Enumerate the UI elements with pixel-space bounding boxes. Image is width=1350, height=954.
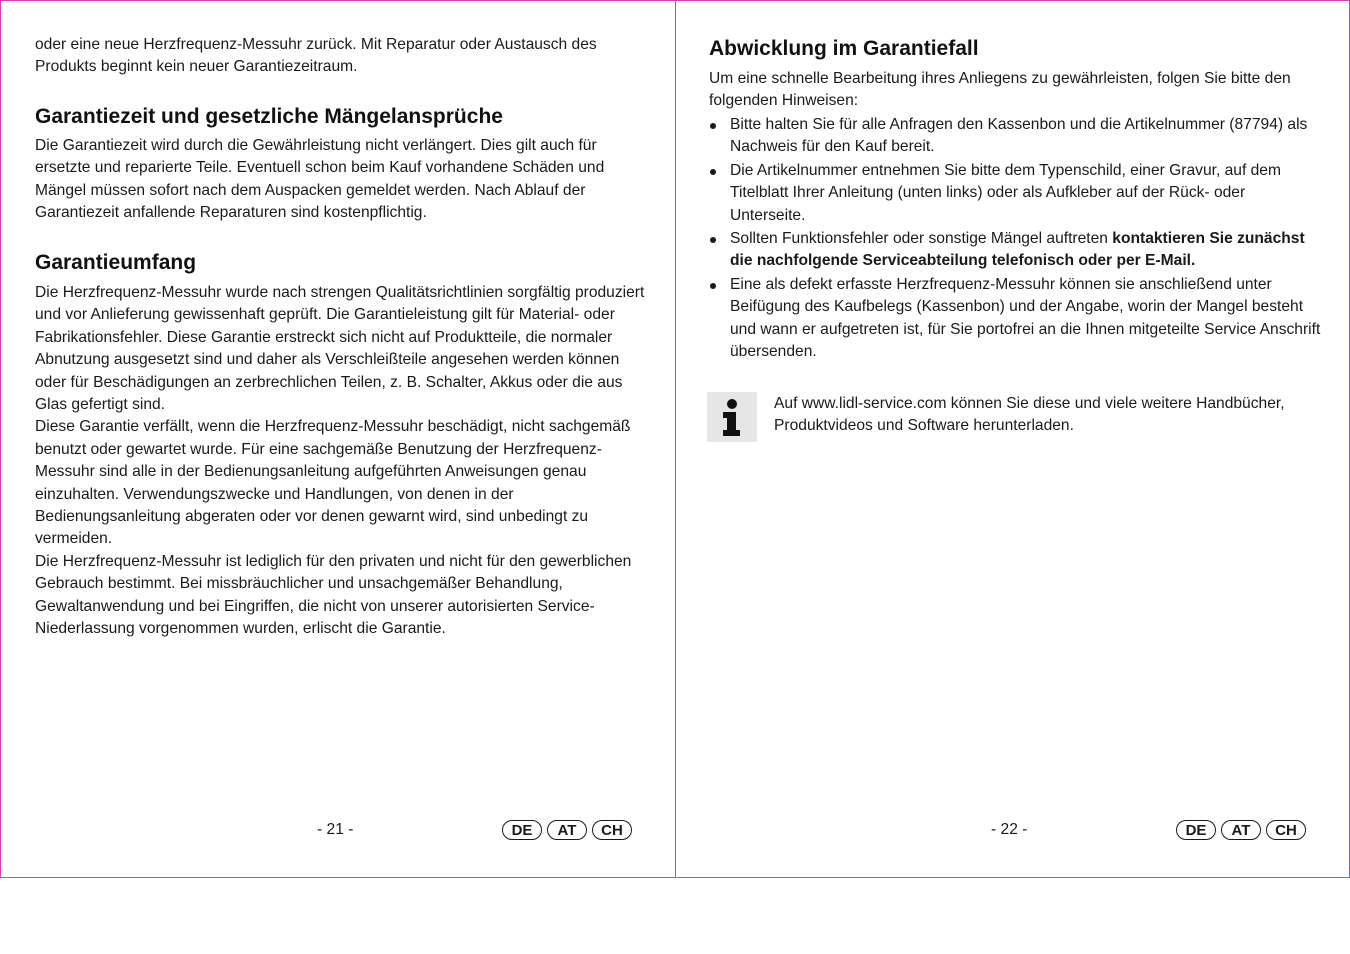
intro-paragraph: oder eine neue Herzfrequenz-Messuhr zurück. Mit Reparatur oder Austausch des Produkts beginnt kein neuer Garantiezeitraum. [35, 36, 597, 76]
country-badge-at: AT [1221, 820, 1261, 840]
bullet-icon [710, 169, 716, 175]
garantiezeit-paragraph: Die Garantiezeit wird durch die Gewährleistung nicht verlängert. Dies gilt auch für ersetzte und reparierte Teile. Eventuell schon beim Kauf vorhandene Schäden und Mängel müssen sofort nach dem Auspacken gemeldet werden. Nach Ablauf der Garantiezeit anfallende Reparaturen sind kostenpflichtig. [35, 137, 605, 222]
abwicklung-paragraph: Um eine schnelle Bearbeitung ihres Anliegens zu gewährleisten, folgen Sie bitte den folgenden Hinweisen: [709, 70, 1291, 110]
page-number: - 22 - [991, 821, 1028, 838]
garantiezeit-heading: Garantiezeit und gesetzliche Mängelansprüche [35, 105, 503, 128]
list-item-text: Bitte halten Sie für alle Anfragen den Kassenbon und die Artikelnummer (87794) als Nachweis für den Kauf bereit. [730, 116, 1308, 156]
hints-list [709, 114, 1323, 364]
garantieumfang-heading: Garantieumfang [35, 251, 197, 274]
country-badges [502, 820, 632, 840]
list-item-text: Sollten Funktionsfehler oder sonstige Mängel auftreten [730, 230, 1113, 248]
info-icon [707, 392, 757, 442]
country-badges [1176, 820, 1306, 840]
page-number: - 21 - [317, 821, 354, 838]
abwicklung-heading: Abwicklung im Garantiefall [709, 37, 979, 60]
left-page [35, 1, 645, 877]
country-badge-ch: CH [1266, 820, 1306, 840]
list-item [709, 160, 1323, 227]
page-divider [675, 1, 676, 877]
garantieumfang-body [35, 282, 645, 641]
list-item [709, 274, 1323, 364]
country-badge-at: AT [547, 820, 587, 840]
bullet-icon [710, 283, 716, 289]
bullet-icon [710, 237, 716, 243]
list-item-emphasis: kontaktieren Sie zunächst die nachfolgende Serviceabteilung telefonisch oder per E-Mail. [730, 230, 1305, 270]
info-text: Auf www.lidl-service.com können Sie diese und viele weitere Handbücher, Produktvideos und Software herunterladen. [774, 395, 1285, 435]
garantieumfang-paragraph: Diese Garantie verfällt, wenn die Herzfrequenz-Messuhr beschädigt, nicht sachgemäß benutzt oder gewartet wurde. Für eine sachgemäße Benutzung der Herzfrequenz-Messuhr sind alle in der Bedienungsanleitung aufgeführten Anweisungen genau einzuhalten. Verwendungszwecke und Handlungen, von denen in der Bedienungsanleitung abgeraten oder vor denen gewarnt wird, sind unbedingt zu vermeiden. [35, 418, 631, 548]
country-badge-ch: CH [592, 820, 632, 840]
garantieumfang-paragraph: Die Herzfrequenz-Messuhr wurde nach strengen Qualitätsrichtlinien sorgfältig produziert und vor Anlieferung gewissenhaft geprüft. Die Garantieleistung gilt für Material- oder Fabrikationsfehler. Diese Garantie erstreckt sich nicht auf Produktteile, die normaler Abnutzung ausgesetzt sind und daher als Verschleißteile angesehen werden können oder für Beschädigungen an zerbrechlichen Teilen, z. B. Schalter, Akkus oder die aus Glas gefertigt sind. [35, 284, 645, 414]
right-page [709, 1, 1323, 877]
list-item [709, 228, 1323, 273]
list-item-text: Die Artikelnummer entnehmen Sie bitte dem Typenschild, einer Gravur, auf dem Titelblatt Ihrer Anleitung (unten links) oder als Aufkleber auf der Rück- oder Unterseite. [730, 161, 1281, 224]
country-badge-de: DE [502, 820, 542, 840]
country-badge-de: DE [1176, 820, 1216, 840]
bullet-icon [710, 123, 716, 129]
garantieumfang-paragraph: Die Herzfrequenz-Messuhr ist lediglich für den privaten und nicht für den gewerblichen Gebrauch bestimmt. Bei missbräuchlicher und unsachgemäßer Behandlung, Gewaltanwendung und bei Eingriffen, die nicht von unserer autorisierten Service-Niederlassung vorgenommen wurden, erlischt die Garantie. [35, 552, 632, 638]
list-item-text: Eine als defekt erfasste Herzfrequenz-Messuhr können sie anschließend unter Beifügung des Kaufbelegs (Kassenbon) und der Angabe, worin der Mangel besteht und wann er aufgetreten ist, für Sie portofrei an die Ihnen mitgeteilte Service Anschrift übersenden. [730, 275, 1321, 361]
list-item [709, 114, 1323, 159]
